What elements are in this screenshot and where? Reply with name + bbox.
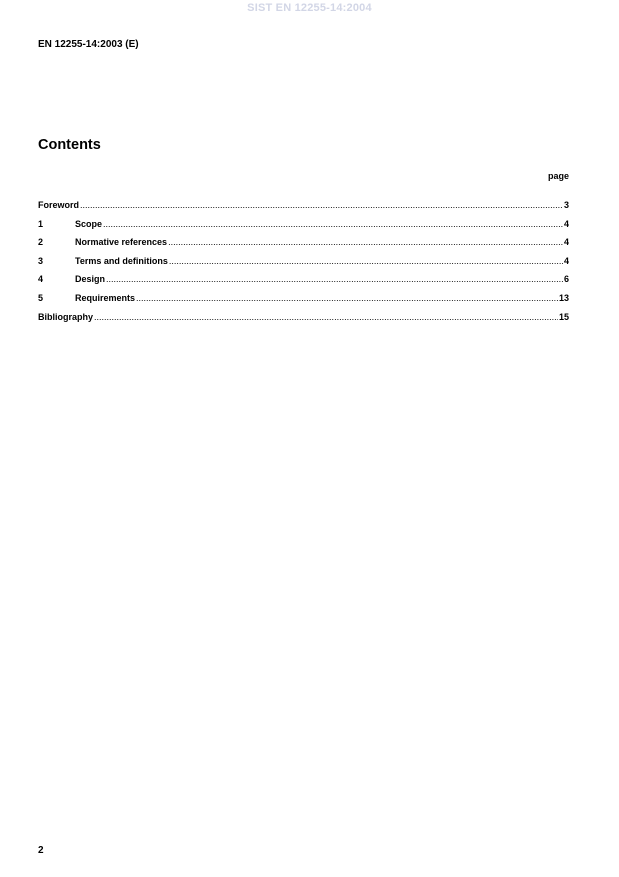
toc-entry-page: 4 <box>563 218 569 229</box>
watermark: SIST EN 12255-14:2004 <box>247 2 372 14</box>
table-of-contents <box>38 200 569 330</box>
toc-entry-number: 5 <box>38 292 44 303</box>
toc-dot-leader <box>103 219 563 229</box>
toc-entry-number: 3 <box>38 255 44 266</box>
toc-entry-title: Normative references <box>75 237 168 248</box>
toc-entry-number: 4 <box>38 274 44 285</box>
contents-heading: Contents <box>38 137 101 153</box>
toc-entry-page: 13 <box>558 292 569 303</box>
toc-entry-design[interactable] <box>38 274 569 293</box>
toc-dot-leader <box>80 200 563 210</box>
page-number: 2 <box>38 845 44 856</box>
toc-dot-leader <box>168 237 563 247</box>
toc-entry-terms-and-definitions[interactable] <box>38 256 569 275</box>
toc-entry-number: 1 <box>38 218 44 229</box>
toc-entry-title: Requirements <box>75 292 136 303</box>
toc-entry-title: Bibliography <box>38 311 94 322</box>
toc-dot-leader <box>136 293 558 303</box>
toc-dot-leader <box>94 312 558 322</box>
toc-entry-page: 4 <box>563 255 569 266</box>
toc-entry-scope[interactable] <box>38 219 569 238</box>
toc-entry-page: 15 <box>558 311 569 322</box>
toc-entry-number: 2 <box>38 237 44 248</box>
document-id-header: EN 12255-14:2003 (E) <box>38 39 139 50</box>
toc-entry-normative-references[interactable] <box>38 237 569 256</box>
toc-entry-foreword[interactable] <box>38 200 569 219</box>
toc-entry-title: Scope <box>75 218 103 229</box>
toc-entry-title: Design <box>75 274 106 285</box>
toc-entry-requirements[interactable] <box>38 293 569 312</box>
toc-dot-leader <box>169 256 563 266</box>
toc-entry-title: Foreword <box>38 200 80 210</box>
toc-entry-page: 4 <box>563 237 569 248</box>
toc-entry-page: 3 <box>563 200 569 210</box>
toc-entry-title: Terms and definitions <box>75 255 168 266</box>
toc-dot-leader <box>106 274 563 284</box>
toc-entry-bibliography[interactable] <box>38 312 569 331</box>
toc-entry-page: 6 <box>563 274 569 285</box>
page-column-label: page <box>547 171 569 181</box>
